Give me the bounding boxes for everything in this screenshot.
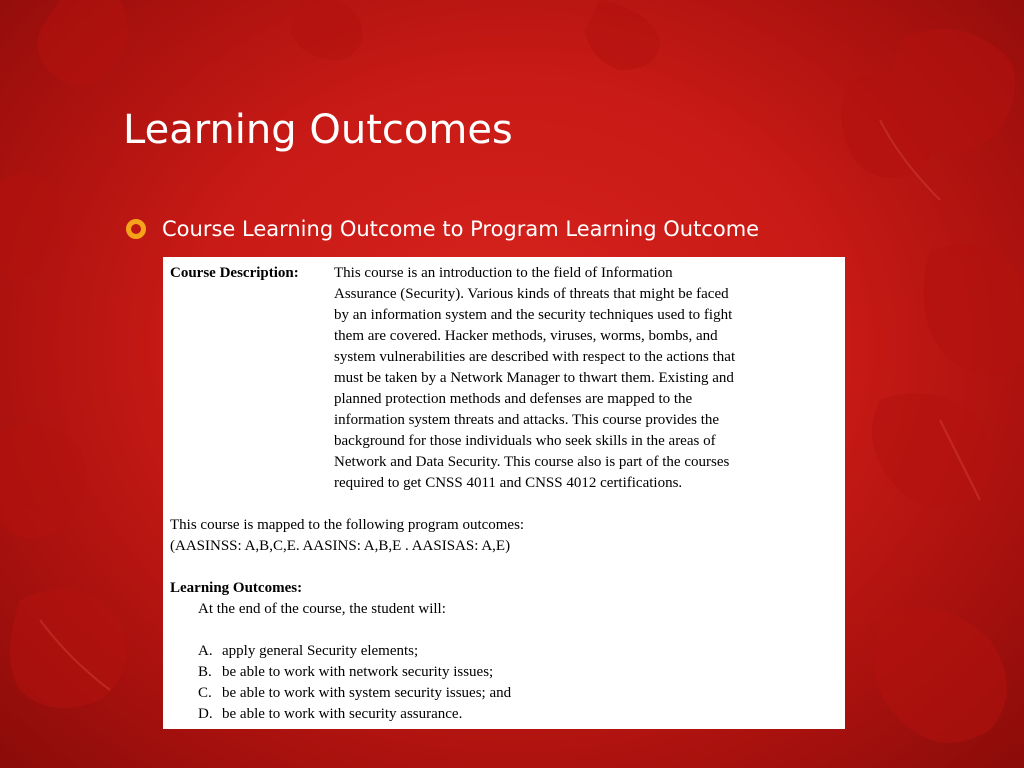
description-line: by an information system and the security techniques used to fight [334, 307, 733, 323]
course-document-image [163, 257, 845, 729]
bullet-text: Course Learning Outcome to Program Learning Outcome [162, 217, 760, 241]
description-line: This course is an introduction to the field of Information [334, 265, 673, 281]
description-line: must be taken by a Network Manager to thwart them. Existing and [334, 370, 734, 386]
mapping-text: This course is mapped to the following program outcomes: [170, 517, 525, 533]
outcome-letter: B. [198, 664, 212, 680]
description-line: background for those individuals who seek skills in the areas of [334, 433, 716, 449]
description-line: planned protection methods and defenses are mapped to the [334, 391, 693, 407]
outcome-item [198, 662, 511, 683]
slide-title: Learning Outcomes [123, 107, 513, 153]
outcome-text: apply general Security elements; [222, 643, 419, 659]
course-description-text [334, 263, 839, 494]
learning-outcomes-list [198, 641, 511, 725]
outcome-text: be able to work with system security issues; and [222, 685, 512, 701]
outcome-item [198, 704, 511, 725]
learning-outcomes-heading: Learning Outcomes: [170, 580, 303, 596]
outcome-letter: A. [198, 643, 213, 659]
mapping-codes: (AASINSS: A,B,C,E. AASINS: A,B,E . AASISAS: A,E) [170, 538, 511, 554]
description-line: information system threats and attacks. This course provides the [334, 412, 720, 428]
description-line: Assurance (Security). Various kinds of threats that might be faced [334, 286, 729, 302]
outcome-item [198, 641, 511, 662]
bullet-item [125, 213, 759, 245]
description-line: them are covered. Hacker methods, viruses, worms, bombs, and [334, 328, 718, 344]
outcome-text: be able to work with network security issues; [222, 664, 494, 680]
outcome-text: be able to work with security assurance. [222, 706, 463, 722]
outcome-item [198, 683, 511, 704]
program-outcome-mapping [170, 515, 524, 557]
learning-outcomes-intro: At the end of the course, the student will: [198, 601, 446, 617]
ring-bullet-icon [125, 218, 147, 240]
course-description-label: Course Description: [170, 265, 299, 281]
outcome-letter: C. [198, 685, 212, 701]
description-line: required to get CNSS 4011 and CNSS 4012 certifications. [334, 475, 683, 491]
description-line: system vulnerabilities are described with respect to the actions that [334, 349, 736, 365]
description-line: Network and Data Security. This course also is part of the courses [334, 454, 730, 470]
outcome-letter: D. [198, 706, 213, 722]
